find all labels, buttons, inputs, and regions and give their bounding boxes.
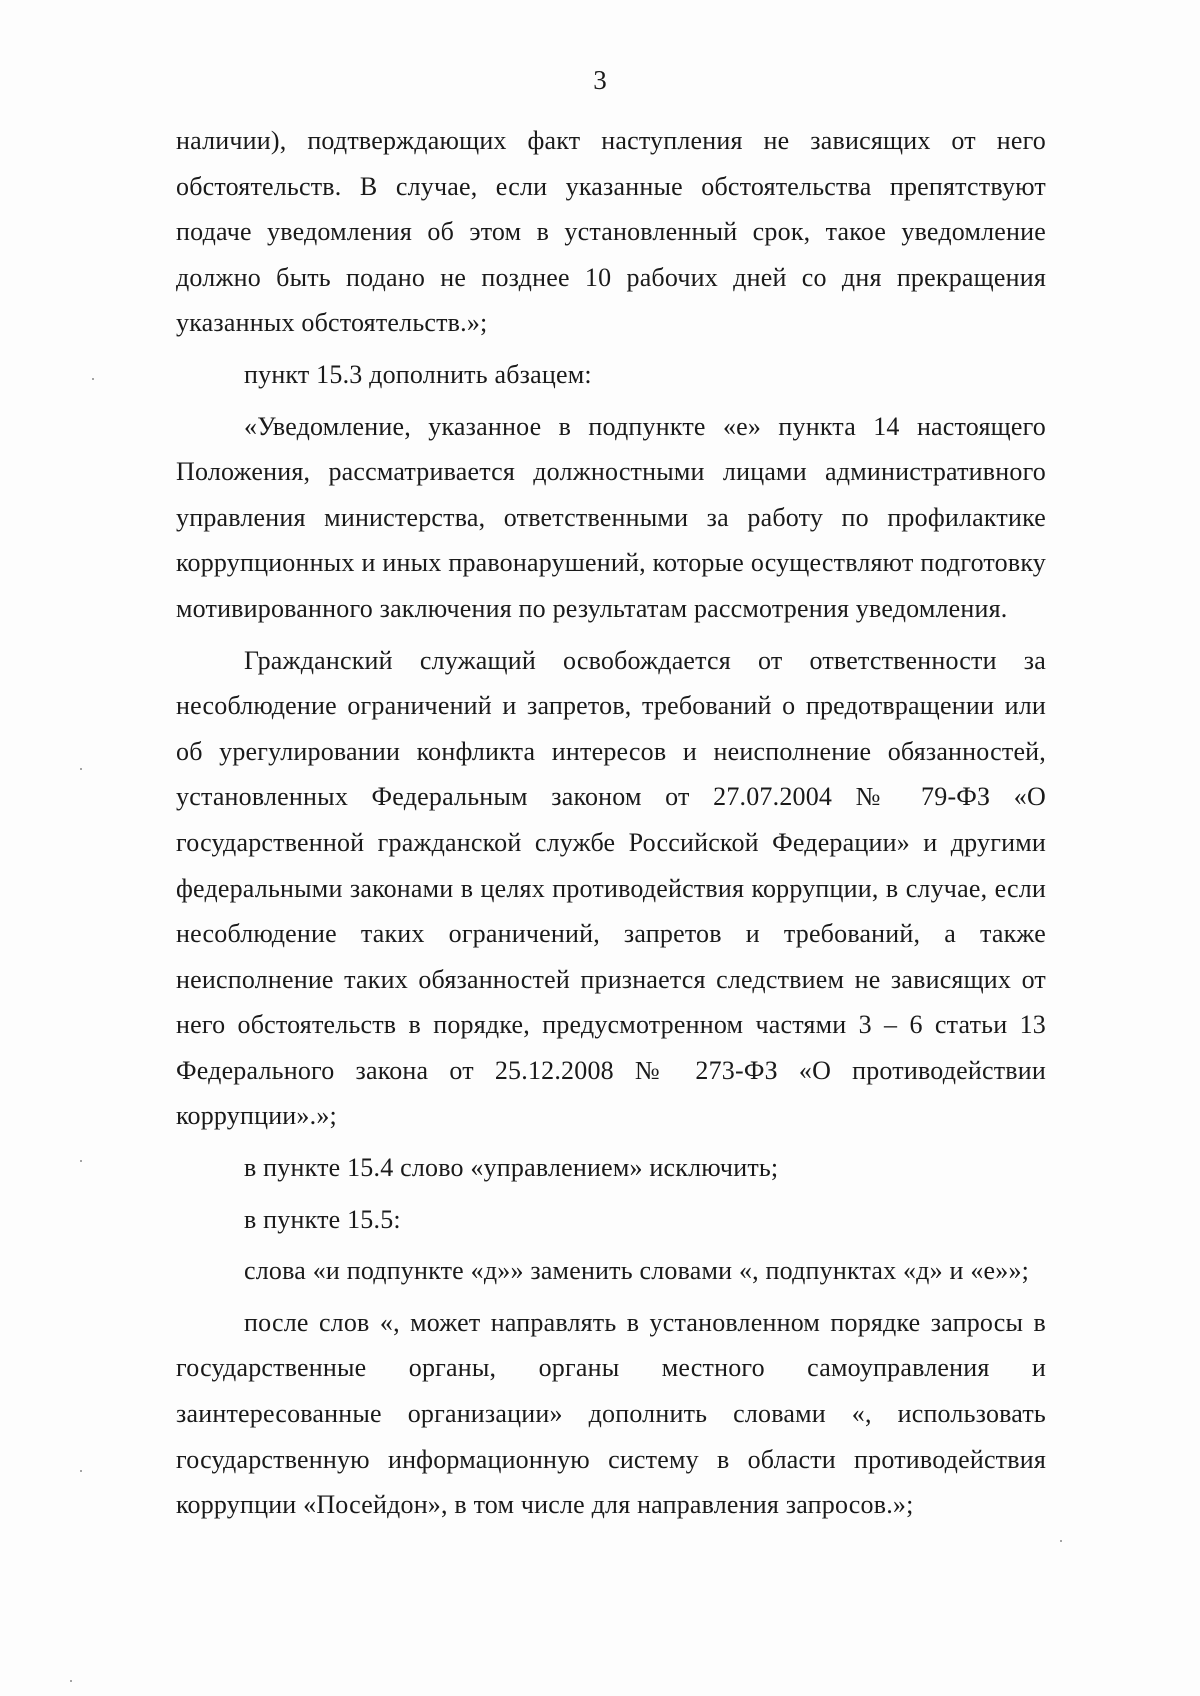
paragraph-amend-15-4: в пункте 15.4 слово «управлением» исключить; <box>244 1153 779 1183</box>
scan-speck <box>92 378 94 380</box>
scan-speck <box>80 1160 82 1162</box>
scan-speck <box>80 1470 82 1472</box>
page-number: 3 <box>593 65 607 95</box>
scan-speck <box>80 768 82 770</box>
scan-speck <box>1060 1540 1062 1542</box>
document-body <box>176 118 1046 1528</box>
paragraph-continuation: наличии), подтверждающих факт наступления не зависящих от него обстоятельств. В случае, если указанные обстоятельства препятствуют подаче уведомления об этом в установленный срок, такое уведомление должно быть подано не позднее 10 рабочих дней со дня прекращения указанных обстоятельств.»; <box>176 126 1046 338</box>
scan-speck <box>70 1680 72 1682</box>
paragraph-add-words: после слов «, может направлять в установленном порядке запросы в государственные органы, органы местного самоуправления и заинтересованные организации» дополнить словами «, использовать государственную информационную систему в области противодействия коррупции «Посейдон», в том числе для направления запросов.»; <box>176 1307 1046 1520</box>
paragraph-notification-review: «Уведомление, указанное в подпункте «е» пункта 14 настоящего Положения, рассматривается должностными лицами административного управления министерства, ответственными за работу по профилактике коррупционных и иных правонарушений, которые осуществляют подготовку мотивированного заключения по результатам рассмотрения уведомления. <box>176 411 1046 623</box>
paragraph-replace-words: слова «и подпункте «д»» заменить словами «, подпунктах «д» и «е»»; <box>244 1256 1030 1286</box>
paragraph-amend-15-5: в пункте 15.5: <box>244 1204 401 1234</box>
paragraph-liability-exemption: Гражданский служащий освобождается от ответственности за несоблюдение ограничений и запретов, требований о предотвращении или об урегулировании конфликта интересов и неисполнение обязанностей, установленных Федеральным законом от 27.07.2004 № 79-ФЗ «О государственной гражданской службе Российской Федерации» и другими федеральными законами в целях противодействия коррупции, в случае, если несоблюдение таких ограничений, запретов и требований, а также неисполнение таких обязанностей признается следствием не зависящих от него обстоятельств в порядке, предусмотренном частями 3 – 6 статьи 13 Федерального закона от 25.12.2008 № 273-ФЗ «О противодействии коррупции».»; <box>176 645 1046 1131</box>
paragraph-amend-15-3: пункт 15.3 дополнить абзацем: <box>244 359 592 389</box>
